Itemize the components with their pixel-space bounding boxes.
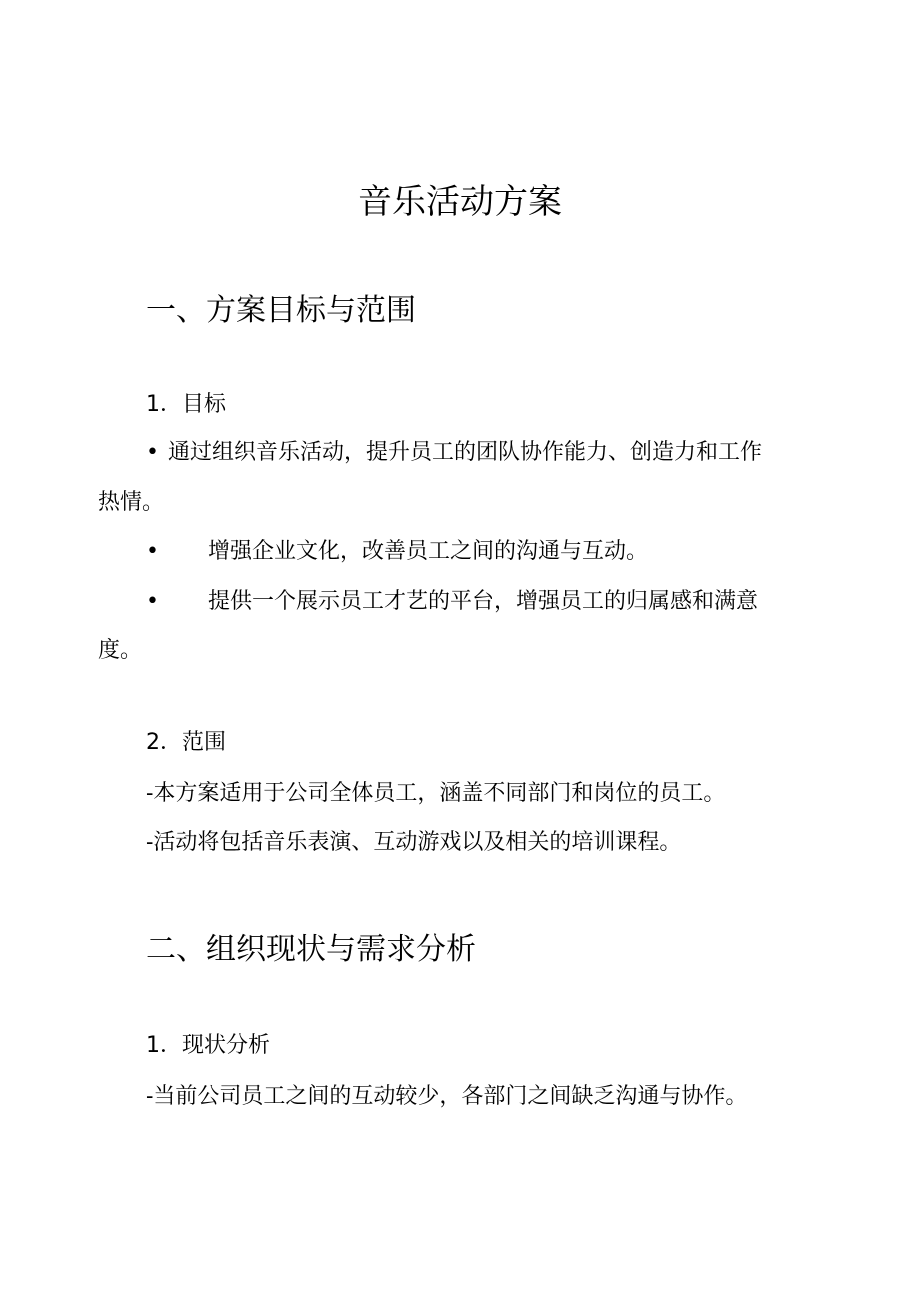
bullet-icon: • <box>146 440 159 465</box>
goal-item-1-line-1: 通过组织音乐活动，提升员工的团队协作能力、创造力和工作 <box>168 440 763 465</box>
subsection-goal-heading: 1．目标 <box>146 392 226 417</box>
subsection-scope-heading: 2．范围 <box>146 730 226 755</box>
bullet-icon: • <box>146 589 159 614</box>
section-1-heading: 一、方案目标与范围 <box>146 293 416 328</box>
status-item-1: -当前公司员工之间的互动较少，各部门之间缺乏沟通与协作。 <box>146 1084 748 1109</box>
goal-item-2: 增强企业文化，改善员工之间的沟通与互动。 <box>208 539 649 564</box>
goal-item-1-line-2: 热情。 <box>98 490 165 515</box>
goal-item-3-line-2: 度。 <box>98 638 143 663</box>
bullet-icon: • <box>146 539 159 564</box>
document-title: 音乐活动方案 <box>358 182 562 222</box>
subsection-status-heading: 1．现状分析 <box>146 1033 270 1058</box>
scope-item-2: -活动将包括音乐表演、互动游戏以及相关的培训课程。 <box>146 830 682 855</box>
section-2-heading: 二、组织现状与需求分析 <box>146 932 476 967</box>
scope-item-1: -本方案适用于公司全体员工，涵盖不同部门和岗位的员工。 <box>146 781 726 806</box>
goal-item-3-line-1: 提供一个展示员工才艺的平台，增强员工的归属感和满意 <box>208 589 759 614</box>
